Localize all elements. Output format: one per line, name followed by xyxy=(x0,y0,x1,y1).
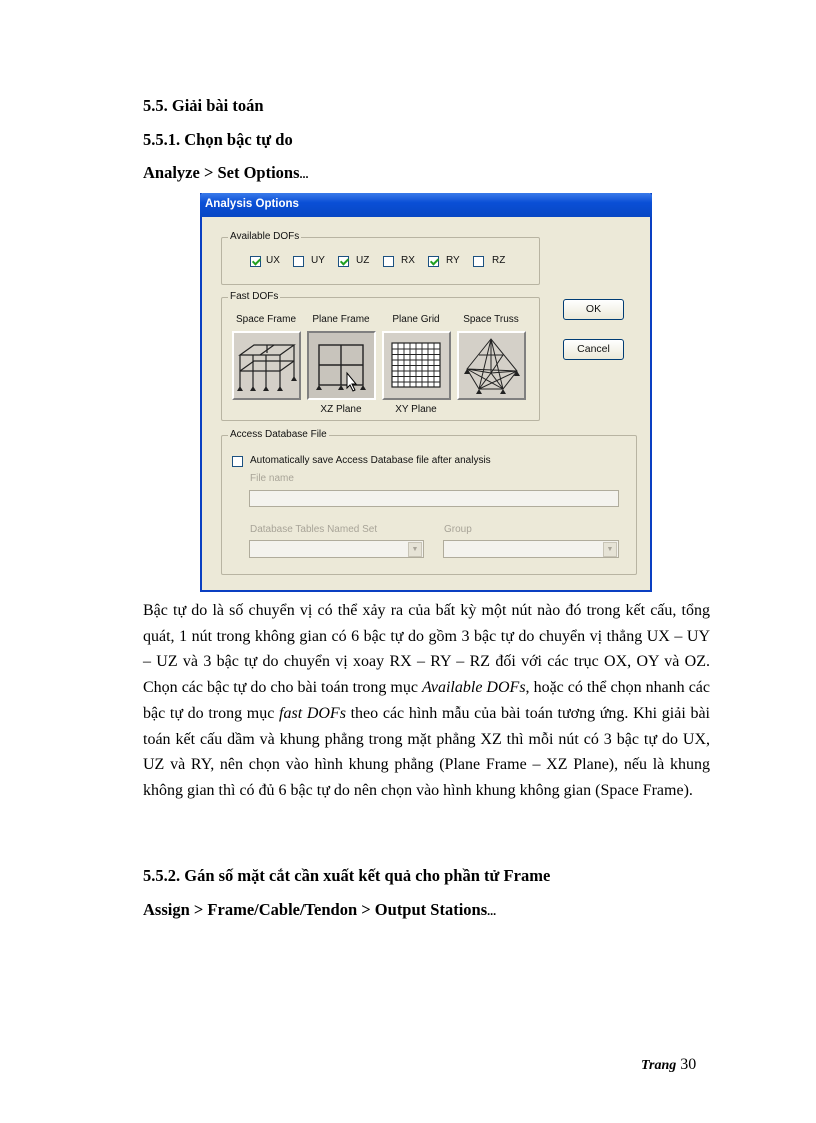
available-dofs-label: Available DOFs xyxy=(230,231,300,242)
page-label: Trang xyxy=(641,1058,677,1073)
auto-save-checkbox[interactable] xyxy=(232,456,243,467)
plane-grid-label: Plane Grid xyxy=(392,314,440,325)
file-name-label: File name xyxy=(250,473,294,484)
section-heading: 5.5. Giải bài toán xyxy=(143,96,264,115)
para-text-2: , hoặc có thể chọn nhanh các bậc tự do trong mục xyxy=(143,679,711,722)
subsection-heading-dofs: 5.5.1. Chọn bậc tự do xyxy=(143,130,293,149)
dialog-title: Analysis Options xyxy=(200,193,652,217)
menu-path-text: Assign > Frame/Cable/Tendon > Output Stations xyxy=(143,900,488,919)
fast-dofs-group xyxy=(221,291,540,421)
access-database-label: Access Database File xyxy=(230,429,327,440)
uz-checkbox[interactable] xyxy=(338,256,349,267)
plane-grid-button[interactable] xyxy=(382,331,451,400)
para-text-1: Bậc tự do là số chuyển vị có thể xảy ra của bất kỳ một nút nào đó trong kết cấu, tổng quát, 1 nút trong không gian có 6 bậc tự do gồm 3 bậc tự do chuyển vị thẳng UX – UY – UZ và 3 bậc tự do chuyển vị xoay RX – RY – RZ đối với các trục OX, OY và OZ. Chọn các bậc tự do cho bài toán trong mục xyxy=(143,602,710,697)
tables-named-set-label: Database Tables Named Set xyxy=(250,524,378,535)
chevron-down-icon: ▼ xyxy=(603,542,617,557)
xy-plane-label: XY Plane xyxy=(395,404,437,415)
uy-label: UY xyxy=(311,255,325,266)
file-name-input[interactable] xyxy=(249,490,619,507)
menu-path-text: Analyze > Set Options xyxy=(143,163,300,182)
plane-frame-icon xyxy=(309,333,374,398)
space-truss-label: Space Truss xyxy=(463,314,519,325)
page-footer xyxy=(641,1056,696,1074)
subsection-heading-output-stations: 5.5.2. Gán số mặt cắt cần xuất kết quả cho phần tử Frame xyxy=(143,866,551,885)
para-text-3: theo các hình mẫu của bài toán tương ứng. Khi giải bài toán kết cấu dầm và khung phẳng trong mặt phẳng XZ thì mỗi nút có 3 bậc tự do UX, UZ và RY, nên chọn vào hình khung phẳng (Plane Frame – XZ Plane), nếu là khung không gian thì có đủ 6 bậc tự do nên chọn vào hình khung không gian (Space Frame). xyxy=(143,704,710,799)
space-frame-button[interactable] xyxy=(232,331,301,400)
plane-grid-icon xyxy=(384,333,449,398)
ellipsis: ... xyxy=(487,904,497,918)
rz-label: RZ xyxy=(492,255,506,266)
uz-label: UZ xyxy=(356,255,370,266)
group-label: Group xyxy=(444,524,472,535)
ux-label: UX xyxy=(266,255,280,266)
dof-explanation-paragraph xyxy=(143,598,710,804)
xz-plane-label: XZ Plane xyxy=(320,404,362,415)
uy-checkbox[interactable] xyxy=(293,256,304,267)
rz-checkbox[interactable] xyxy=(473,256,484,267)
rx-checkbox[interactable] xyxy=(383,256,394,267)
plane-frame-label: Plane Frame xyxy=(312,314,370,325)
ux-checkbox[interactable] xyxy=(250,256,261,267)
tables-named-set-select[interactable] xyxy=(249,540,424,558)
fast-dofs-label: Fast DOFs xyxy=(230,291,279,302)
menu-path-analyze xyxy=(143,163,309,183)
available-dofs-group xyxy=(221,231,540,285)
ellipsis: ... xyxy=(299,167,309,181)
rx-label: RX xyxy=(401,255,415,266)
auto-save-label: Automatically save Access Database file after analysis xyxy=(250,455,491,466)
ry-label: RY xyxy=(446,255,460,266)
para-emphasis-fast-dofs: fast DOFs xyxy=(279,704,346,722)
chevron-down-icon: ▼ xyxy=(408,542,422,557)
access-database-group xyxy=(221,429,637,575)
space-frame-label: Space Frame xyxy=(235,314,297,325)
group-select[interactable] xyxy=(443,540,619,558)
plane-frame-button[interactable] xyxy=(307,331,376,400)
space-frame-icon xyxy=(234,333,299,398)
space-truss-button[interactable] xyxy=(457,331,526,400)
space-truss-icon xyxy=(459,333,524,398)
para-emphasis-available-dofs: Available DOFs xyxy=(421,679,526,697)
menu-path-assign xyxy=(143,900,496,920)
page-number: 30 xyxy=(680,1056,697,1073)
analysis-options-dialog xyxy=(200,193,652,592)
ry-checkbox[interactable] xyxy=(428,256,439,267)
ok-button[interactable]: OK xyxy=(563,299,624,320)
cancel-button[interactable]: Cancel xyxy=(563,339,624,360)
